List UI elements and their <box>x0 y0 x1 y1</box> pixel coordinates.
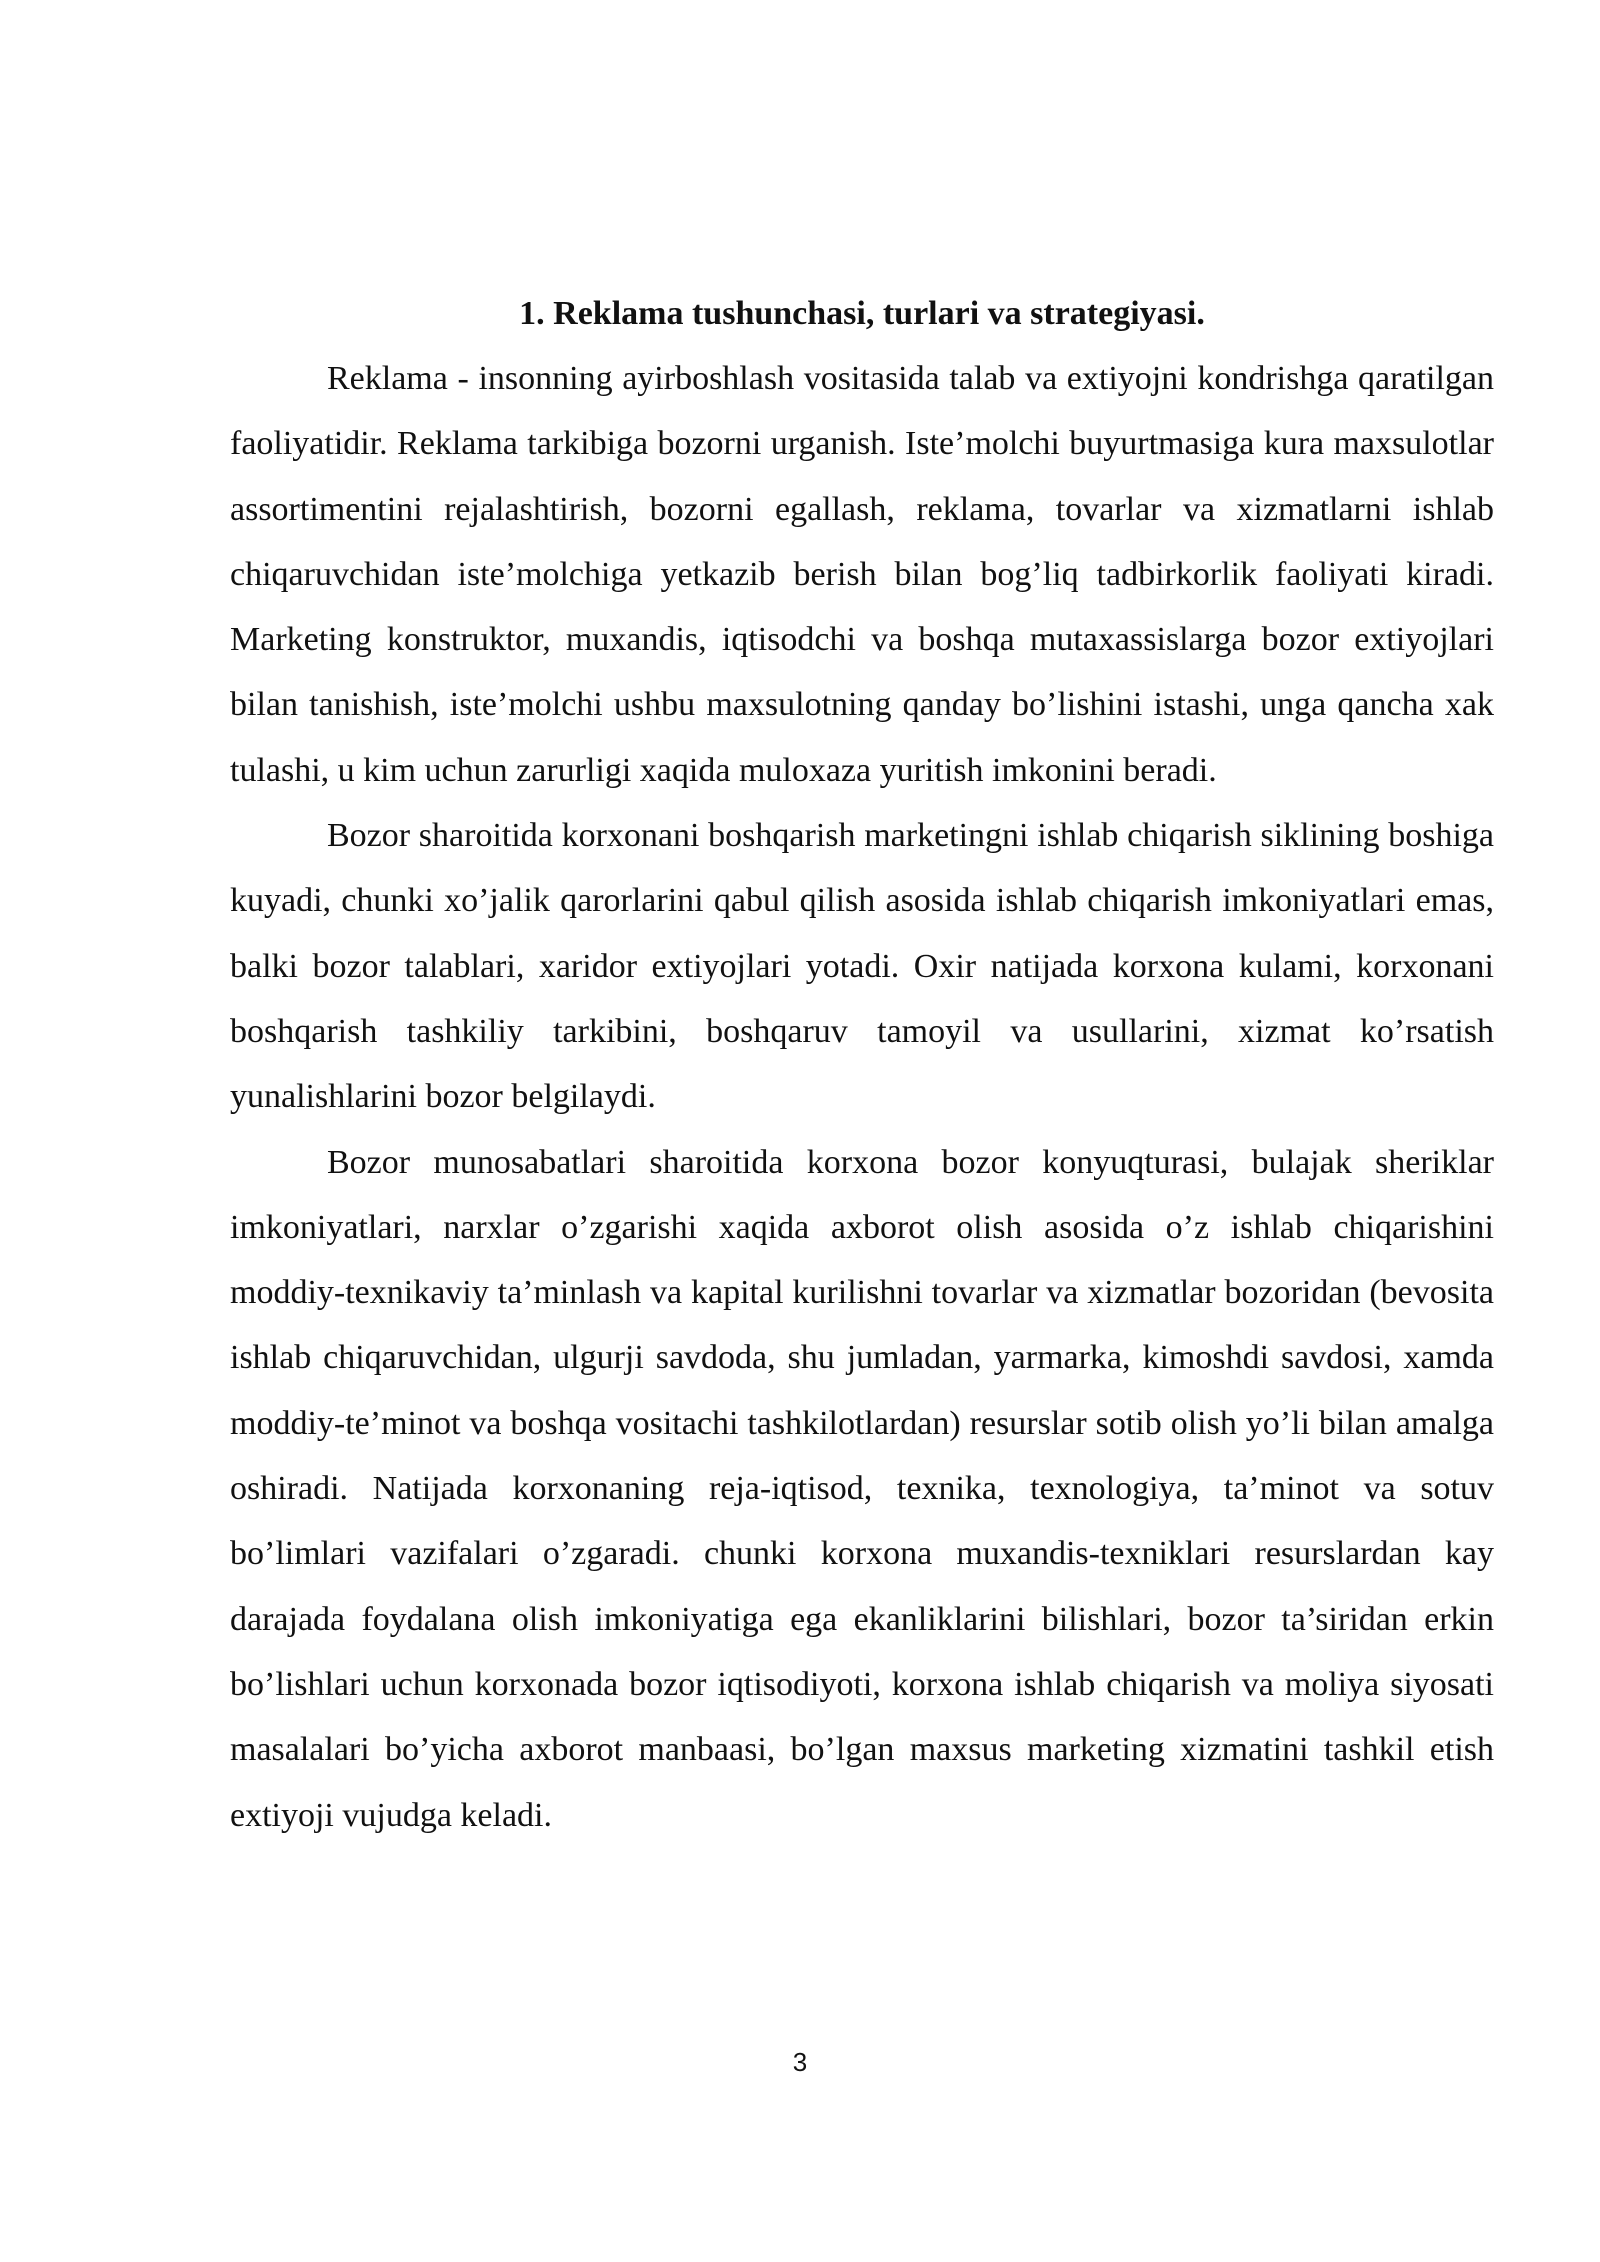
page-content <box>230 281 1494 1848</box>
paragraph-3: Bozor munosabatlari sharoitida korxona bozor konyuqturasi, bulajak sheriklar imkoniyatlari, narxlar o’zgarishi xaqida axborot olish asosida o’z ishlab chiqarishini moddiy-texnikaviy ta’minlash va kapital kurilishni tovarlar va xizmatlar bozoridan (bevosita ishlab chiqaruvchidan, ulgurji savdoda, shu jumladan, yarmarka, kimoshdi savdosi, xamda moddiy-te’minot va boshqa vositachi tashkilotlardan) resurslar sotib olish yo’li bilan amalga oshiradi. Natijada korxonaning reja-iqtisod, texnika, texnologiya, ta’minot va sotuv bo’limlari vazifalari o’zgaradi. chunki korxona muxandis-texniklari resurslardan kay darajada foydalana olish imkoniyatiga ega ekanliklarini bilishlari, bozor ta’siridan erkin bo’lishlari uchun korxonada bozor iqtisodiyoti, korxona ishlab chiqarish va moliya siyosati masalalari bo’yicha axborot manbaasi, bo’lgan maxsus marketing xizmatini tashkil etish extiyoji vujudga keladi. <box>230 1143 1494 1834</box>
section-heading: 1. Reklama tushunchasi, turlari va strategiyasi. <box>519 295 1205 332</box>
paragraph-2: Bozor sharoitida korxonani boshqarish marketingni ishlab chiqarish siklining boshiga kuyadi, chunki xo’jalik qarorlarini qabul qilish asosida ishlab chiqarish imkoniyatlari emas, balki bozor talablari, xaridor extiyojlari yotadi. Oxir natijada korxona kulami, korxonani boshqarish tashkiliy tarkibini, boshqaruv tamoyil va usullarini, xizmat ko’rsatish yunalishlarini bozor belgilaydi. <box>230 817 1494 1116</box>
paragraph-1: Reklama - insonning ayirboshlash vositasida talab va extiyojni kondrishga qaratilgan faoliyatidir. Reklama tarkibiga bozorni urganish. Iste’molchi buyurtmasiga kura maxsulotlar assortimentini rejalashtirish, bozorni egallash, reklama, tovarlar va xizmatlarni ishlab chiqaruvchidan iste’molchiga yetkazib berish bilan bog’liq tadbirkorlik faoliyati kiradi. Marketing konstruktor, muxandis, iqtisodchi va boshqa mutaxassislarga bozor extiyojlari bilan tanishish, iste’molchi ushbu maxsulotning qanday bo’lishini istashi, unga qancha xak tulashi, u kim uchun zarurligi xaqida muloxaza yuritish imkonini beradi. <box>230 360 1494 789</box>
page-number: 3 <box>792 2047 808 2077</box>
